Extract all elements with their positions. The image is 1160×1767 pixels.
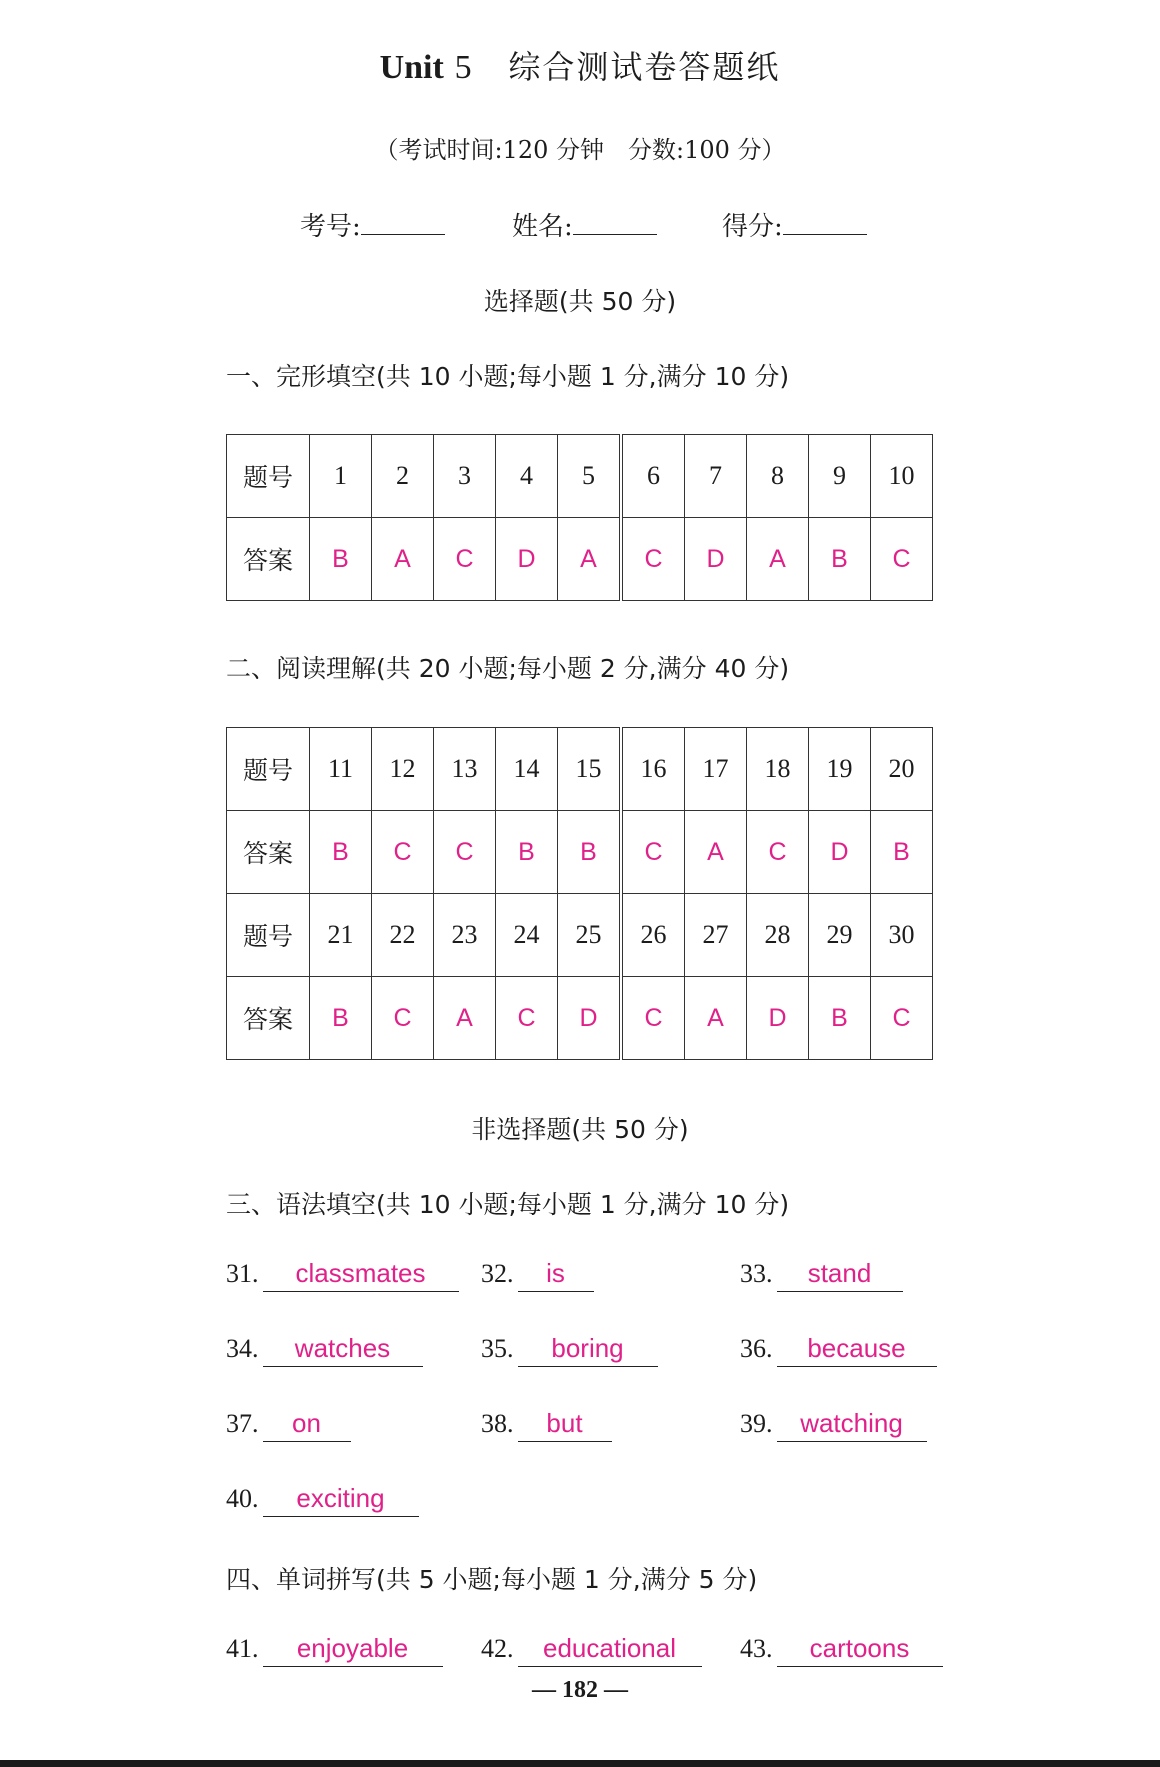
section1-heading: 一、完形填空(共 10 小题;每小题 1 分,满分 10 分) [226,362,790,391]
item-number: 31. [226,1259,259,1288]
item-number: 43. [740,1634,773,1663]
question-number: 23 [434,894,496,977]
answer-cell: B [310,518,372,601]
item-number: 33. [740,1259,773,1288]
table-row [227,518,933,601]
answer-blank[interactable]: classmates [263,1258,459,1292]
fill-item [226,1483,419,1517]
name-label: 姓名: [512,212,573,242]
question-number: 18 [747,728,809,811]
answer-blank[interactable]: but [518,1408,612,1442]
fill-item [740,1408,927,1442]
table-row [227,811,933,894]
question-number: 4 [496,435,558,518]
page-number [0,1675,1160,1704]
fill-item [481,1408,612,1442]
answer-blank[interactable]: cartoons [777,1633,943,1667]
section1-answer-table [226,434,933,601]
answer-cell: B [809,518,871,601]
question-number: 6 [621,435,685,518]
answer-cell: A [558,518,622,601]
item-number: 40. [226,1484,259,1513]
item-number: 34. [226,1334,259,1363]
title-unit: Unit [379,49,444,86]
answer-cell: B [558,811,622,894]
question-number: 11 [310,728,372,811]
fill-item [740,1633,943,1667]
answer-cell: B [310,977,372,1060]
question-number: 3 [434,435,496,518]
answer-blank[interactable]: because [777,1333,937,1367]
question-number: 17 [685,728,747,811]
question-number: 5 [558,435,622,518]
answer-cell: B [809,977,871,1060]
exam-number-label: 考号: [300,212,361,242]
answer-cell: A [685,977,747,1060]
question-number: 22 [372,894,434,977]
item-number: 36. [740,1334,773,1363]
name-blank[interactable] [573,214,657,235]
row-label-question: 题号 [227,894,310,977]
page-number-text: — 182 — [532,1677,628,1703]
row-label-answer: 答案 [227,518,310,601]
fill-item [481,1633,702,1667]
answer-blank[interactable]: stand [777,1258,903,1292]
answer-cell: C [747,811,809,894]
name-field [512,206,657,243]
answer-cell: C [621,977,685,1060]
section4-heading: 四、单词拼写(共 5 小题;每小题 1 分,满分 5 分) [226,1565,758,1594]
page-title [0,42,1160,88]
answer-cell: C [871,977,933,1060]
bottom-divider [0,1760,1160,1767]
item-number: 38. [481,1409,514,1438]
question-number: 19 [809,728,871,811]
answer-cell: C [372,811,434,894]
score-field [722,206,867,243]
answer-blank[interactable]: on [263,1408,351,1442]
question-number: 27 [685,894,747,977]
table-row [227,728,933,811]
question-number: 2 [372,435,434,518]
question-number: 21 [310,894,372,977]
question-number: 9 [809,435,871,518]
row-label-question: 题号 [227,435,310,518]
answer-cell: A [372,518,434,601]
fill-item [481,1333,658,1367]
answer-cell: A [747,518,809,601]
item-number: 39. [740,1409,773,1438]
answer-cell: C [434,811,496,894]
row-label-answer: 答案 [227,977,310,1060]
answer-cell: D [747,977,809,1060]
fill-item [226,1258,459,1292]
question-number: 7 [685,435,747,518]
question-number: 26 [621,894,685,977]
exam-info: （考试时间:120 分钟 分数:100 分） [374,136,786,164]
fill-item [740,1258,903,1292]
fill-item [481,1258,594,1292]
row-label-answer: 答案 [227,811,310,894]
answer-cell: C [434,518,496,601]
answer-cell: C [496,977,558,1060]
exam-number-blank[interactable] [361,214,445,235]
answer-cell: B [310,811,372,894]
answer-cell: D [496,518,558,601]
question-number: 13 [434,728,496,811]
item-number: 41. [226,1634,259,1663]
question-number: 29 [809,894,871,977]
table-row [227,894,933,977]
answer-blank[interactable]: boring [518,1333,658,1367]
answer-cell: B [871,811,933,894]
answer-cell: C [621,811,685,894]
fill-item [226,1633,443,1667]
section3-heading: 三、语法填空(共 10 小题;每小题 1 分,满分 10 分) [226,1190,790,1219]
title-chinese: 综合测试卷答题纸 [508,48,781,86]
question-number: 1 [310,435,372,518]
answer-blank[interactable]: educational [518,1633,702,1667]
answer-blank[interactable]: enjoyable [263,1633,443,1667]
answer-blank[interactable]: watching [777,1408,927,1442]
answer-cell: C [621,518,685,601]
question-number: 12 [372,728,434,811]
answer-cell: A [685,811,747,894]
answer-cell: D [685,518,747,601]
nonchoice-section-title: 非选择题(共 50 分) [471,1115,689,1144]
answer-cell: B [496,811,558,894]
answer-cell: D [809,811,871,894]
section2-answer-table [226,727,933,1060]
question-number: 20 [871,728,933,811]
item-number: 35. [481,1334,514,1363]
question-number: 10 [871,435,933,518]
question-number: 25 [558,894,622,977]
item-number: 42. [481,1634,514,1663]
table-row [227,435,933,518]
answer-cell: C [372,977,434,1060]
question-number: 14 [496,728,558,811]
item-number: 32. [481,1259,514,1288]
score-label: 得分: [722,212,783,242]
exam-number-field [300,206,445,243]
answer-cell: D [558,977,622,1060]
question-number: 15 [558,728,622,811]
answer-blank[interactable]: watches [263,1333,423,1367]
question-number: 30 [871,894,933,977]
question-number: 28 [747,894,809,977]
question-number: 8 [747,435,809,518]
score-blank[interactable] [783,214,867,235]
fill-item [226,1408,351,1442]
question-number: 16 [621,728,685,811]
choice-section-title: 选择题(共 50 分) [483,287,677,316]
row-label-question: 题号 [227,728,310,811]
section2-heading: 二、阅读理解(共 20 小题;每小题 2 分,满分 40 分) [226,654,790,683]
table-row [227,977,933,1060]
answer-cell: A [434,977,496,1060]
answer-blank[interactable]: is [518,1258,594,1292]
title-unit-number: 5 [454,49,472,86]
question-number: 24 [496,894,558,977]
fill-item [226,1333,423,1367]
item-number: 37. [226,1409,259,1438]
fill-item [740,1333,937,1367]
answer-blank[interactable]: exciting [263,1483,419,1517]
answer-cell: C [871,518,933,601]
